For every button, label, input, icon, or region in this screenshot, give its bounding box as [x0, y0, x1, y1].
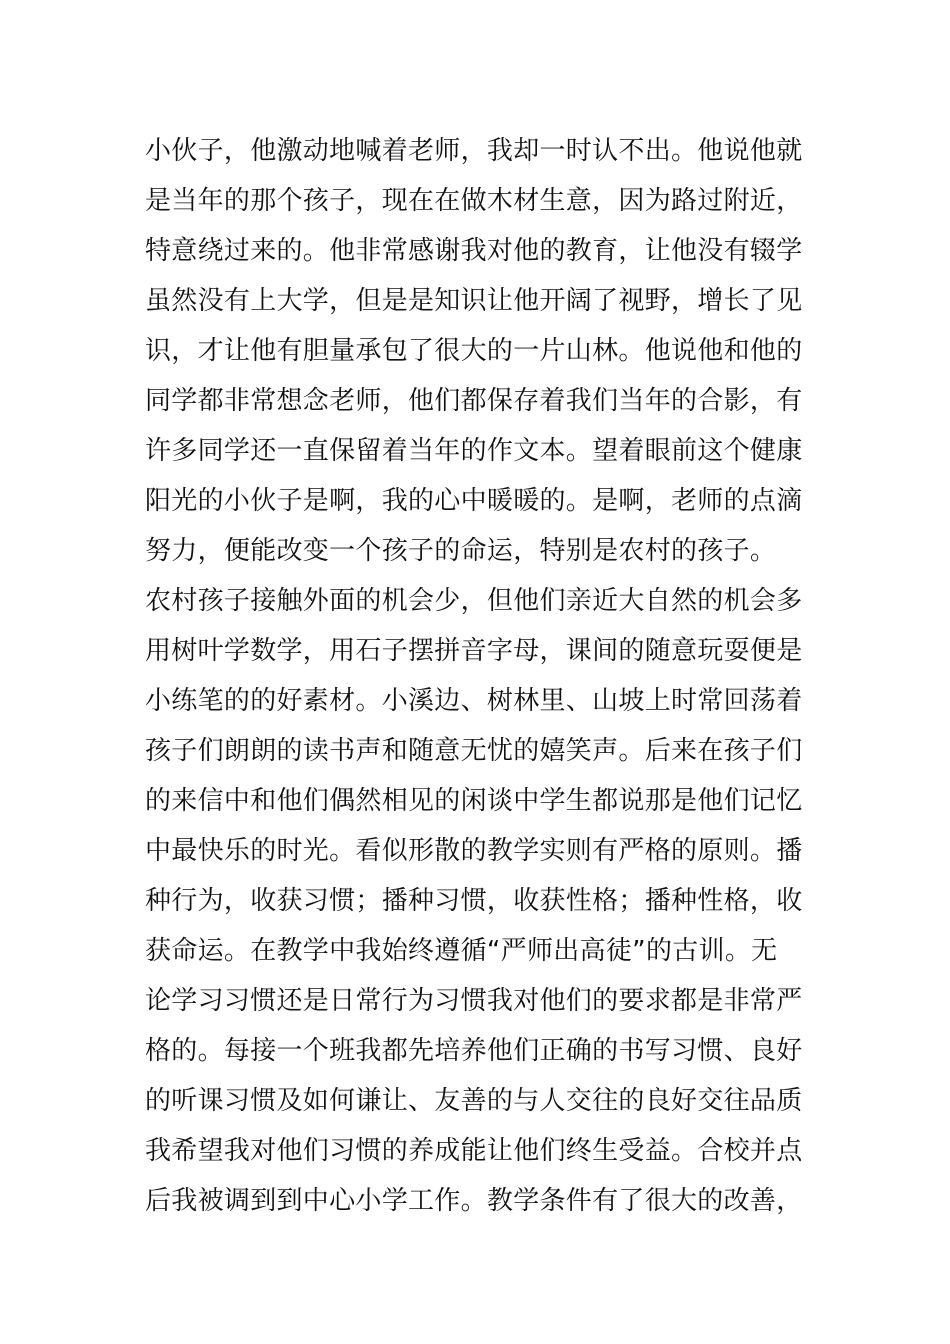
text-line: 同学都非常想念老师，他们都保存着我们当年的合影，有: [145, 386, 803, 416]
text-line: 论学习习惯还是日常行为习惯我对他们的要求都是非常严: [145, 986, 803, 1016]
text-line: 特意绕过来的。他非常感谢我对他的教育，让他没有辍学: [145, 236, 803, 266]
text-line: 小伙子，他激动地喊着老师，我却一时认不出。他说他就: [145, 136, 803, 166]
text-line: 中最快乐的时光。看似形散的教学实则有严格的原则。播: [145, 836, 803, 866]
text-line: 是当年的那个孩子，现在在做木材生意，因为路过附近，: [145, 186, 803, 216]
text-line: 阳光的小伙子是啊，我的心中暖暖的。是啊，老师的点滴: [145, 486, 803, 516]
text-line: 孩子们朗朗的读书声和随意无忧的嬉笑声。后来在孩子们: [145, 736, 803, 766]
text-line: 农村孩子接触外面的机会少，但他们亲近大自然的机会多: [145, 586, 803, 616]
text-line: 的听课习惯及如何谦让、友善的与人交往的良好交往品质: [145, 1086, 803, 1116]
text-line: 小练笔的的好素材。小溪边、树林里、山坡上时常回荡着: [145, 686, 803, 716]
body-text: [145, 126, 815, 1226]
text-line: 种行为，收获习惯；播种习惯，收获性格；播种性格，收: [145, 886, 803, 916]
text-line: 用树叶学数学，用石子摆拼音字母，课间的随意玩耍便是: [145, 636, 803, 666]
text-line: 努力，便能改变一个孩子的命运，特别是农村的孩子。: [145, 536, 777, 566]
text-line: 获命运。在教学中我始终遵循“严师出高徒”的古训。无: [145, 936, 778, 966]
text-line: 我希望我对他们习惯的养成能让他们终生受益。合校并点: [145, 1136, 803, 1166]
text-line: 识，才让他有胆量承包了很大的一片山林。他说他和他的: [145, 336, 803, 366]
text-line: 的来信中和他们偶然相见的闲谈中学生都说那是他们记忆: [145, 786, 803, 816]
text-line: 格的。每接一个班我都先培养他们正确的书写习惯、良好: [145, 1036, 803, 1066]
text-line: 许多同学还一直保留着当年的作文本。望着眼前这个健康: [145, 436, 803, 466]
text-line: 后我被调到到中心小学工作。教学条件有了很大的改善，: [145, 1186, 803, 1216]
text-line: 虽然没有上大学，但是是知识让他开阔了视野，增长了见: [145, 286, 803, 316]
